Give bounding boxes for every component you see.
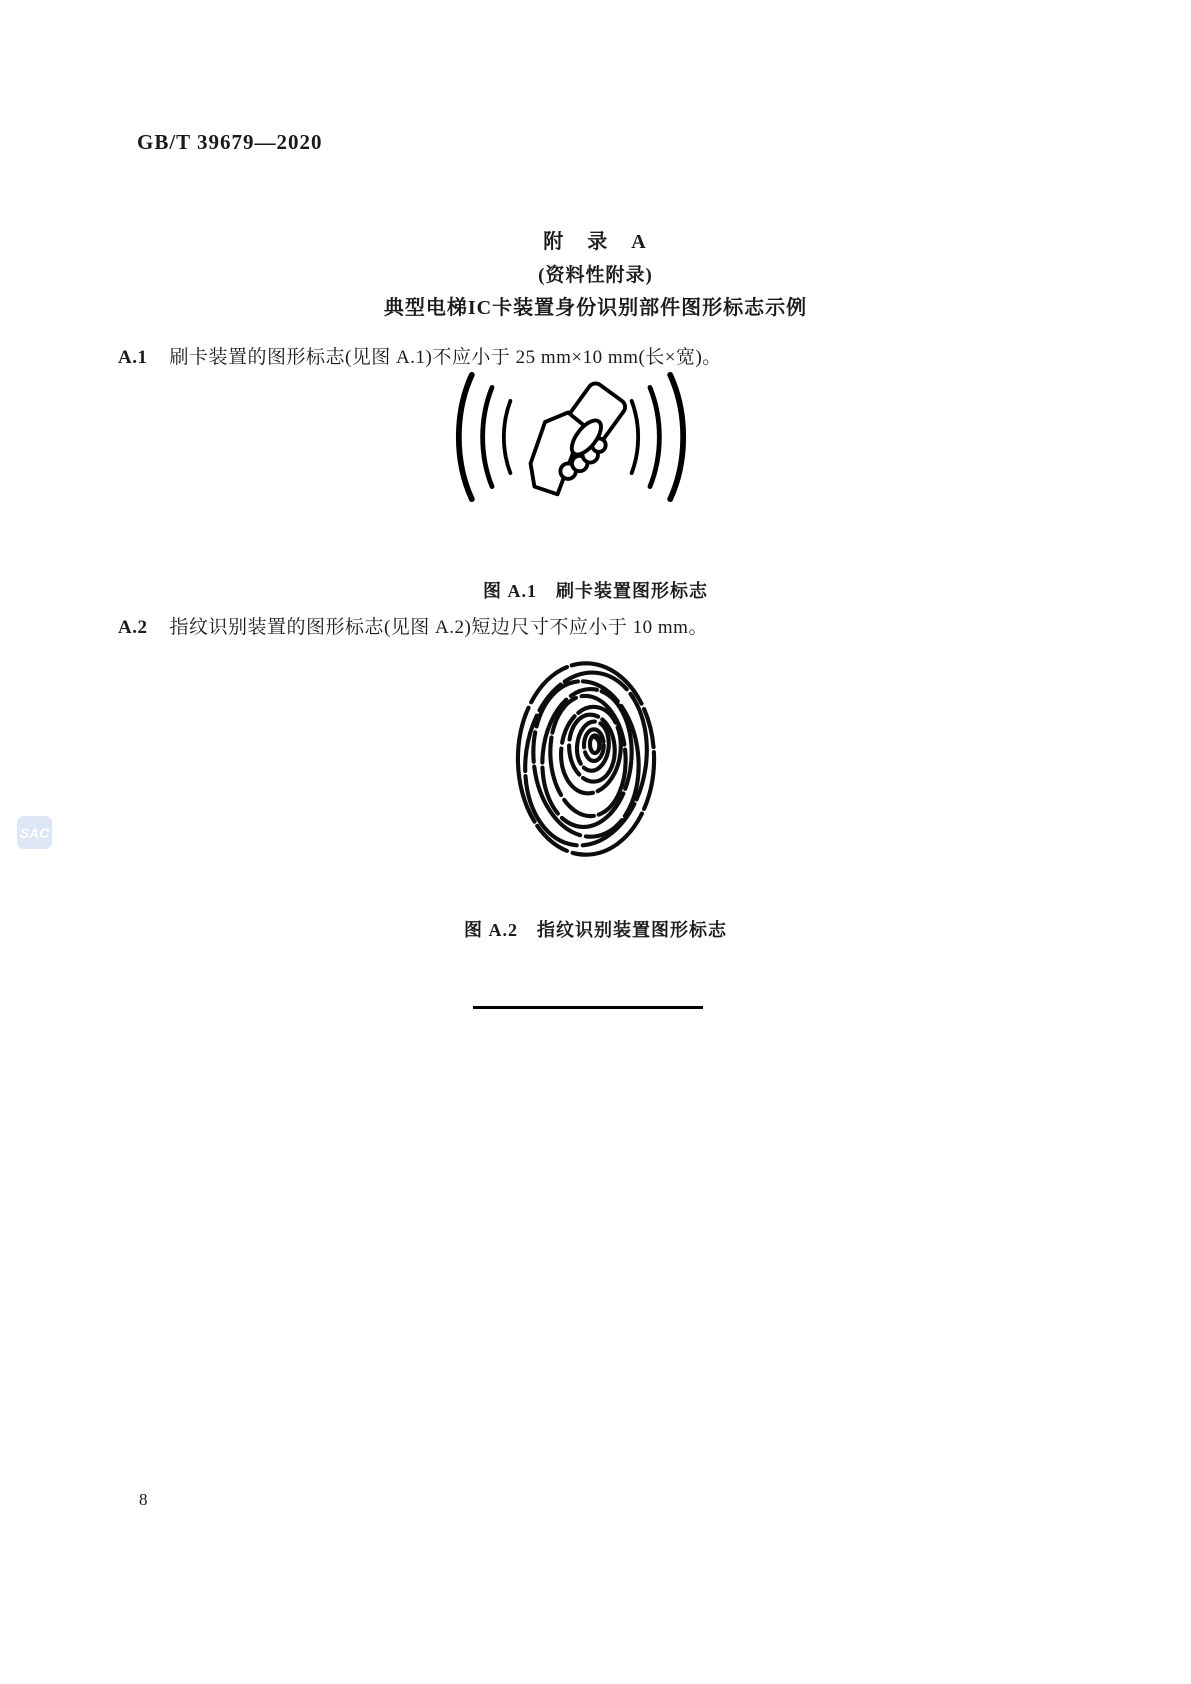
sac-watermark-logo bbox=[17, 816, 52, 849]
fingerprint-icon bbox=[512, 655, 660, 860]
clause-a1-label: A.1 bbox=[118, 347, 148, 368]
figure-a1 bbox=[444, 372, 698, 502]
clause-a1-text: 刷卡装置的图形标志(见图 A.1)不应小于 25 mm×10 mm(长×宽)。 bbox=[169, 347, 722, 368]
card-swipe-icon bbox=[444, 372, 698, 502]
clause-a2-text: 指纹识别装置的图形标志(见图 A.2)短边尺寸不应小于 10 mm。 bbox=[169, 617, 708, 638]
document-end-rule bbox=[473, 1006, 703, 1009]
sac-watermark-text: SAC bbox=[19, 824, 50, 841]
appendix-heading: 典型电梯IC卡装置身份识别部件图形标志示例 bbox=[383, 297, 808, 319]
appendix-title: 附 录 A bbox=[543, 231, 648, 253]
figure-a2 bbox=[512, 655, 660, 860]
clause-a2 bbox=[118, 612, 838, 639]
page-number: 8 bbox=[139, 1490, 148, 1509]
standard-number: GB/T 39679—2020 bbox=[137, 130, 323, 154]
appendix-subtitle: (资料性附录) bbox=[538, 265, 653, 286]
clause-a1 bbox=[118, 342, 838, 369]
clause-a2-label: A.2 bbox=[118, 617, 148, 638]
figure-a1-caption: 图 A.1 刷卡装置图形标志 bbox=[483, 581, 708, 601]
figure-a2-caption: 图 A.2 指纹识别装置图形标志 bbox=[464, 920, 727, 940]
